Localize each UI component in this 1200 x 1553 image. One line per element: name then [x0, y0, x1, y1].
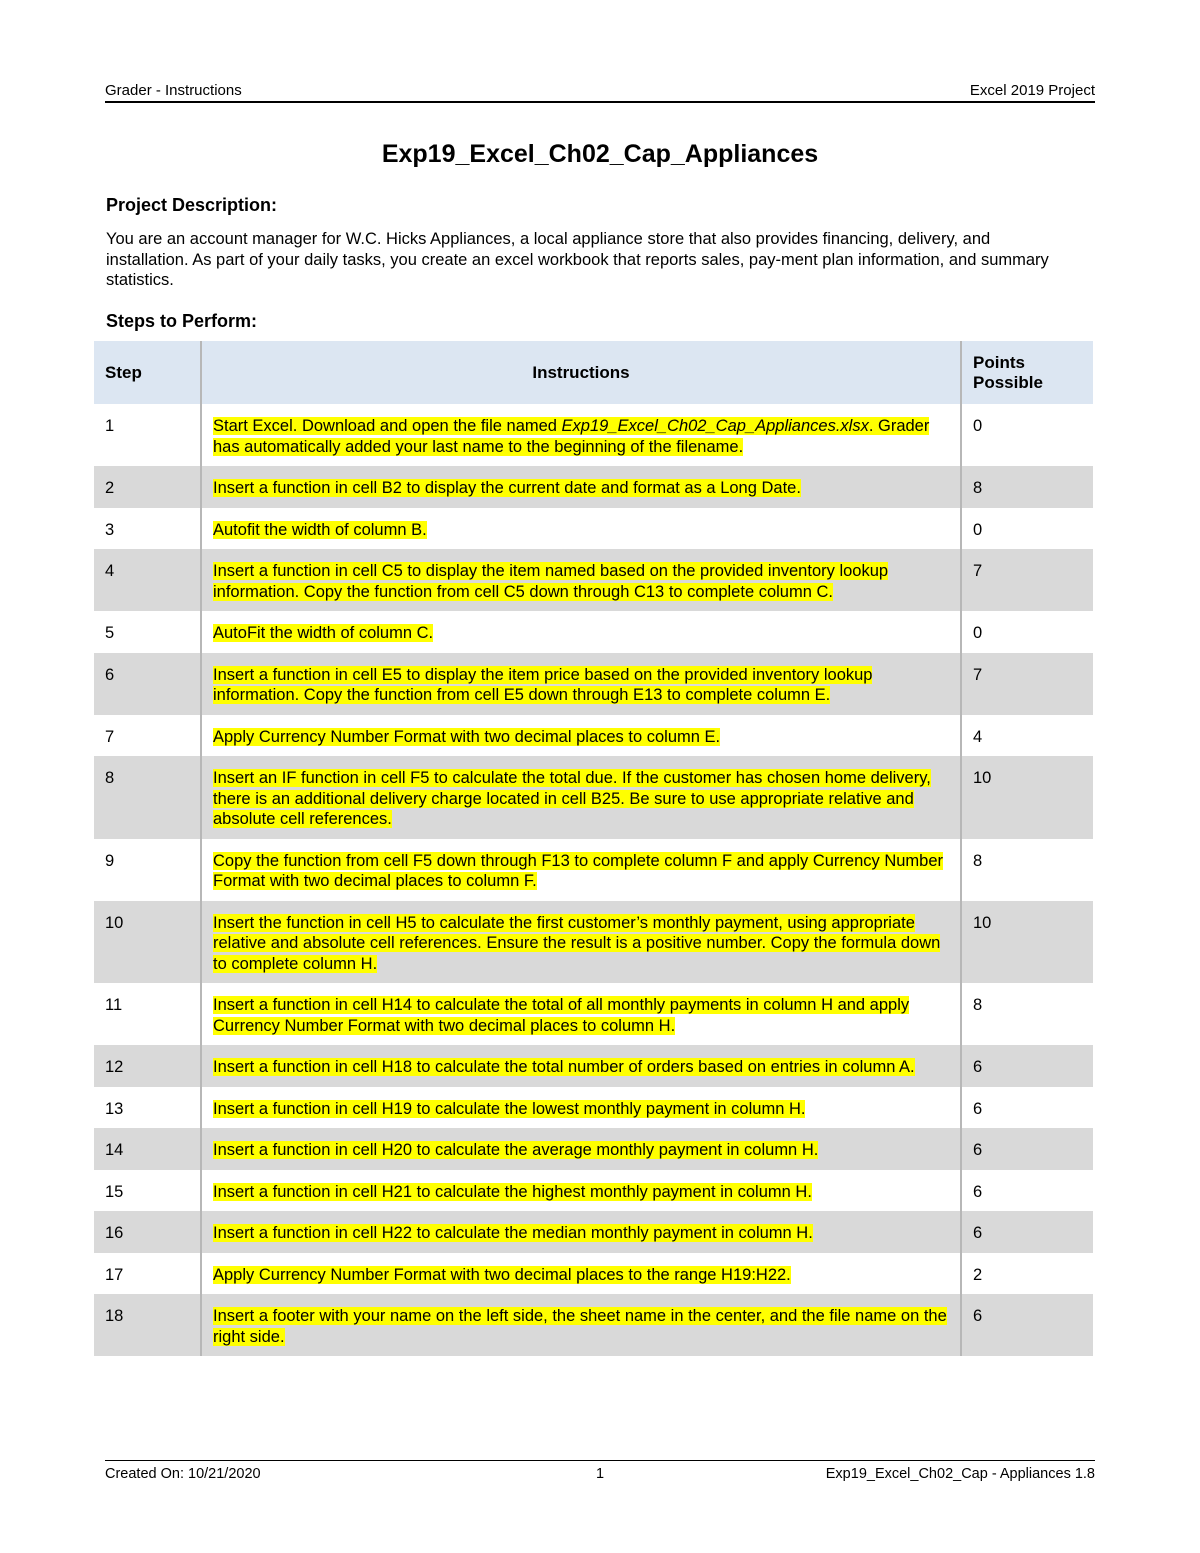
table-row: [94, 715, 1093, 757]
instruction-text-start: Start Excel. Download and open the file named: [213, 417, 562, 435]
step-instruction: [201, 901, 961, 984]
step-points: 7: [961, 549, 1093, 611]
step-points: 0: [973, 520, 983, 539]
highlighted-instruction-text: Insert a function in cell B2 to display the current date and format as a Long Date.: [213, 479, 801, 497]
step-number: 4: [94, 549, 201, 611]
highlighted-instruction-text: Insert a function in cell C5 to display the item named based on the provided inventory lookup information. Copy the function from cell C5 down through C13 to complete column C.: [213, 562, 889, 601]
step-points: 8: [973, 996, 983, 1014]
highlighted-instruction-text: Apply Currency Number Format with two decimal places to the range H19:H22.: [213, 1265, 791, 1284]
footer-page-number: 1: [595, 1466, 605, 1482]
highlighted-instruction-text: Apply Currency Number Format with two decimal places to column E.: [213, 727, 721, 746]
table-row: [94, 1294, 1093, 1356]
highlighted-instruction-text: Autofit the width of column B.: [213, 520, 427, 539]
step-number: 8: [94, 756, 201, 839]
step-points: 4: [973, 727, 983, 746]
table-row: [94, 1253, 1093, 1295]
table-row: [94, 756, 1093, 839]
instruction-filename: Exp19_Excel_Ch02_Cap_Appliances.xlsx: [561, 417, 869, 435]
step-instruction: [201, 1294, 961, 1356]
footer-divider: [105, 1460, 1095, 1461]
step-number: 7: [94, 715, 201, 757]
step-points: 6: [961, 1045, 1093, 1087]
highlighted-instruction-text: Copy the function from cell F5 down through F13 to complete column F and apply Currency Number Format with two decimal places to column F.: [213, 851, 944, 890]
table-row: [94, 653, 1093, 715]
highlighted-instruction-text: Insert a function in cell H19 to calculate the lowest monthly payment in column H.: [213, 1099, 806, 1118]
table-row: [94, 404, 1093, 466]
step-points: 0: [973, 624, 983, 642]
table-row: [94, 1211, 1093, 1253]
step-number: 6: [94, 653, 201, 715]
footer-created-on: Created On: 10/21/2020: [105, 1466, 261, 1482]
highlighted-instruction-text: Insert a function in cell H22 to calculate the median monthly payment in column H.: [213, 1224, 813, 1242]
table-row: [94, 983, 1093, 1045]
table-row: [94, 549, 1093, 611]
table-row: [94, 1045, 1093, 1087]
step-points: 8: [961, 466, 1093, 508]
step-points: 10: [961, 901, 1093, 984]
highlighted-instruction-text: Insert a function in cell H18 to calculate the total number of orders based on entries in column A.: [213, 1058, 915, 1076]
step-points: 6: [973, 1182, 983, 1201]
steps-table-body: [94, 404, 1093, 1356]
highlighted-instruction-text: Insert a function in cell H20 to calculate the average monthly payment in column H.: [213, 1141, 819, 1159]
project-description-text: You are an account manager for W.C. Hicks Appliances, a local appliance store that also provides financing, delivery, and installation. As part of your daily tasks, you create an excel workbook that reports sales, pay-ment plan information, and summary statistics.: [106, 230, 1049, 289]
step-instruction: [201, 1211, 961, 1253]
table-row: [94, 1087, 1093, 1129]
header-right-text: Excel 2019 Project: [969, 82, 1095, 99]
step-number: 13: [94, 1087, 201, 1129]
points-column-header: Points Possible: [961, 341, 1093, 404]
header-divider: [105, 101, 1095, 103]
instruction-text-end: . Grader has automatically added your last name to the beginning of the filename.: [213, 417, 930, 456]
table-row: [94, 611, 1093, 653]
highlighted-instruction-text: Insert a function in cell H14 to calculate the total of all monthly payments in column H and apply Currency Number Format with two decimal places to column H.: [213, 996, 910, 1035]
step-points: 10: [961, 756, 1093, 839]
step-instruction: [201, 983, 961, 1045]
step-instruction: [201, 756, 961, 839]
step-number: 5: [94, 611, 201, 653]
step-number: 12: [94, 1045, 201, 1087]
table-row: [94, 1170, 1093, 1212]
step-number: 17: [94, 1253, 201, 1295]
step-column-header: Step: [94, 341, 201, 404]
table-row: [94, 466, 1093, 508]
step-instruction: [201, 549, 961, 611]
step-instruction: [201, 466, 961, 508]
instructions-column-header: Instructions: [201, 341, 961, 404]
step-instruction: [201, 611, 961, 653]
page-header: [105, 82, 1095, 102]
step-instruction: [201, 1170, 961, 1212]
table-row: [94, 839, 1093, 901]
project-description-label: Project Description:: [106, 195, 278, 215]
steps-table-header-row: [94, 341, 1093, 404]
header-left-text: Grader - Instructions: [105, 82, 242, 99]
highlighted-instruction-text: [213, 417, 929, 456]
step-instruction: [201, 839, 961, 901]
step-points: 6: [973, 1099, 983, 1118]
highlighted-instruction-text: Insert a function in cell E5 to display the item price based on the provided inventory lookup information. Copy the function from cell E5 down through E13 to complete column E.: [213, 665, 873, 704]
step-number: 18: [94, 1294, 201, 1356]
highlighted-instruction-text: AutoFit the width of column C.: [213, 624, 434, 642]
step-instruction: [201, 653, 961, 715]
step-instruction: [201, 404, 961, 466]
step-number: 10: [94, 901, 201, 984]
table-row: [94, 1128, 1093, 1170]
step-instruction: [201, 1253, 961, 1295]
step-points: 0: [973, 417, 983, 435]
step-number: 15: [94, 1170, 201, 1212]
step-instruction: [201, 508, 961, 550]
step-points: 8: [973, 851, 983, 870]
step-number: 2: [94, 466, 201, 508]
step-number: 1: [94, 404, 201, 466]
step-points: 6: [961, 1128, 1093, 1170]
step-points: 6: [961, 1294, 1093, 1356]
step-instruction: [201, 1045, 961, 1087]
highlighted-instruction-text: Insert a function in cell H21 to calculate the highest monthly payment in column H.: [213, 1182, 812, 1201]
step-number: 16: [94, 1211, 201, 1253]
highlighted-instruction-text: Insert the function in cell H5 to calculate the first customer’s monthly payment, using appropriate relative and absolute cell references. Ensure the result is a positive number. Copy the formula down to complete column H.: [213, 913, 941, 973]
step-number: 9: [94, 839, 201, 901]
step-number: 14: [94, 1128, 201, 1170]
table-row: [94, 901, 1093, 984]
step-points: 7: [961, 653, 1093, 715]
footer-file-version: Exp19_Excel_Ch02_Cap - Appliances 1.8: [825, 1466, 1095, 1482]
highlighted-instruction-text: Insert a footer with your name on the left side, the sheet name in the center, and the file name on the right side.: [213, 1307, 947, 1346]
step-points: 2: [973, 1265, 983, 1284]
highlighted-instruction-text: Insert an IF function in cell F5 to calculate the total due. If the customer has chosen home delivery, there is an additional delivery charge located in cell B25. Be sure to use appropriate relative and absolute cell references.: [213, 769, 931, 828]
step-number: 3: [94, 508, 201, 550]
step-instruction: [201, 1128, 961, 1170]
step-instruction: [201, 1087, 961, 1129]
steps-label: Steps to Perform:: [106, 311, 258, 331]
step-number: 11: [94, 983, 201, 1045]
document-title: Exp19_Excel_Ch02_Cap_Appliances: [381, 140, 819, 168]
step-points: 6: [961, 1211, 1093, 1253]
steps-table: [94, 341, 1093, 1356]
table-row: [94, 508, 1093, 550]
step-instruction: [201, 715, 961, 757]
